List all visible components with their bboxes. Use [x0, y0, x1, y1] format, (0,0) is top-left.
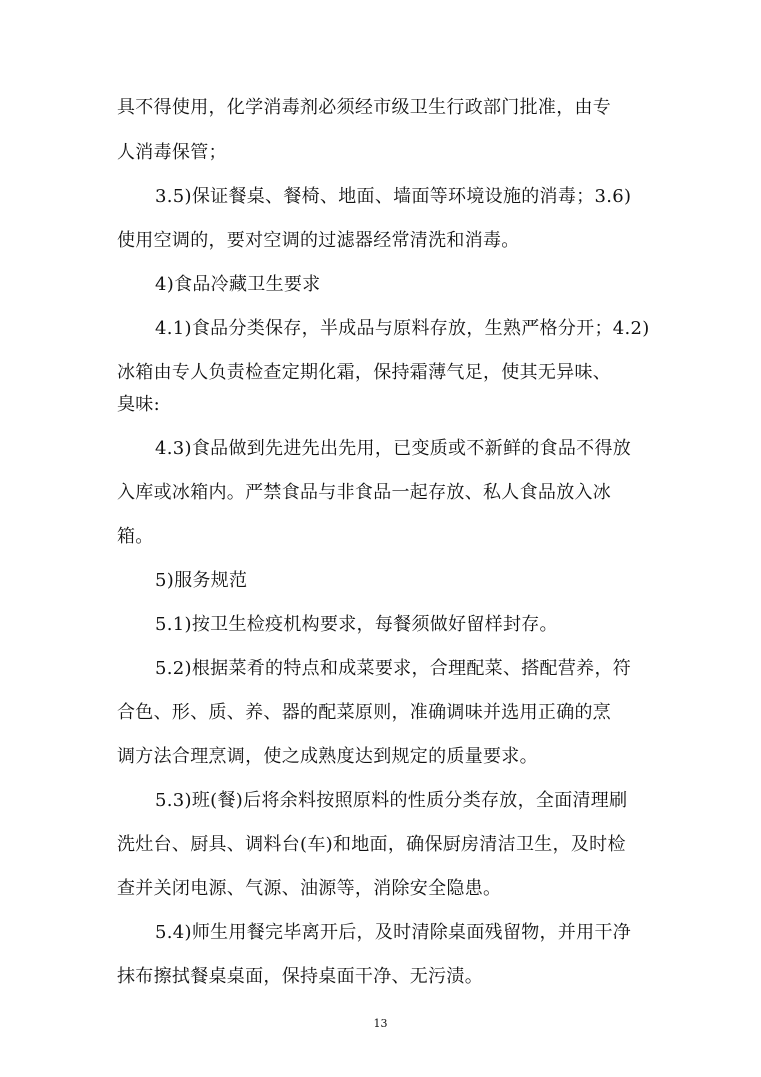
text-line-21: 抹布擦拭餐桌桌面，保持桌面干净、无污渍。 [117, 966, 483, 987]
text-line-15: 合色、形、质、养、器的配菜原则，准确调味并选用正确的烹 [117, 702, 612, 723]
text-line-1: 具不得使用，化学消毒剂必须经市级卫生行政部门批准，由专 [117, 97, 612, 118]
section-heading-5: 5)服务规范 [155, 570, 248, 591]
text-line-10: 入库或冰箱内。严禁食品与非食品一起存放、私人食品放入冰 [117, 482, 612, 503]
text-line-11: 箱。 [117, 526, 154, 547]
text-line-3: 3.5)保证餐桌、餐椅、地面、墙面等环境设施的消毒；3.6) [155, 186, 632, 207]
text-line-2: 人消毒保管； [117, 142, 227, 163]
text-line-20: 5.4)师生用餐完毕离开后，及时清除桌面残留物，并用干净 [155, 922, 632, 943]
text-line-16: 调方法合理烹调，使之成熟度达到规定的质量要求。 [117, 746, 538, 767]
text-line-19: 查并关闭电源、气源、油源等，消除安全隐患。 [117, 878, 502, 899]
text-line-18: 洗灶台、厨具、调料台(车)和地面，确保厨房清洁卫生，及时检 [117, 834, 626, 855]
text-line-13: 5.1)按卫生检疫机构要求，每餐须做好留样封存。 [155, 614, 558, 635]
page-number: 13 [373, 1017, 388, 1030]
text-line-17: 5.3)班(餐)后将余料按照原料的性质分类存放，全面清理刷 [155, 790, 628, 811]
text-line-14: 5.2)根据菜肴的特点和成菜要求，合理配菜、搭配营养，符 [155, 658, 632, 679]
text-line-8: 臭味: [117, 394, 160, 415]
text-line-7: 冰箱由专人负责检查定期化霜，保持霜薄气足，使其无异味、 [117, 362, 612, 383]
text-line-9: 4.3)食品做到先进先出先用，已变质或不新鲜的食品不得放 [155, 438, 632, 459]
text-line-4: 使用空调的，要对空调的过滤器经常清洗和消毒。 [117, 230, 520, 251]
text-line-6: 4.1)食品分类保存，半成品与原料存放，生熟严格分开；4.2) [155, 318, 650, 339]
section-heading-4: 4)食品冷藏卫生要求 [155, 274, 321, 295]
